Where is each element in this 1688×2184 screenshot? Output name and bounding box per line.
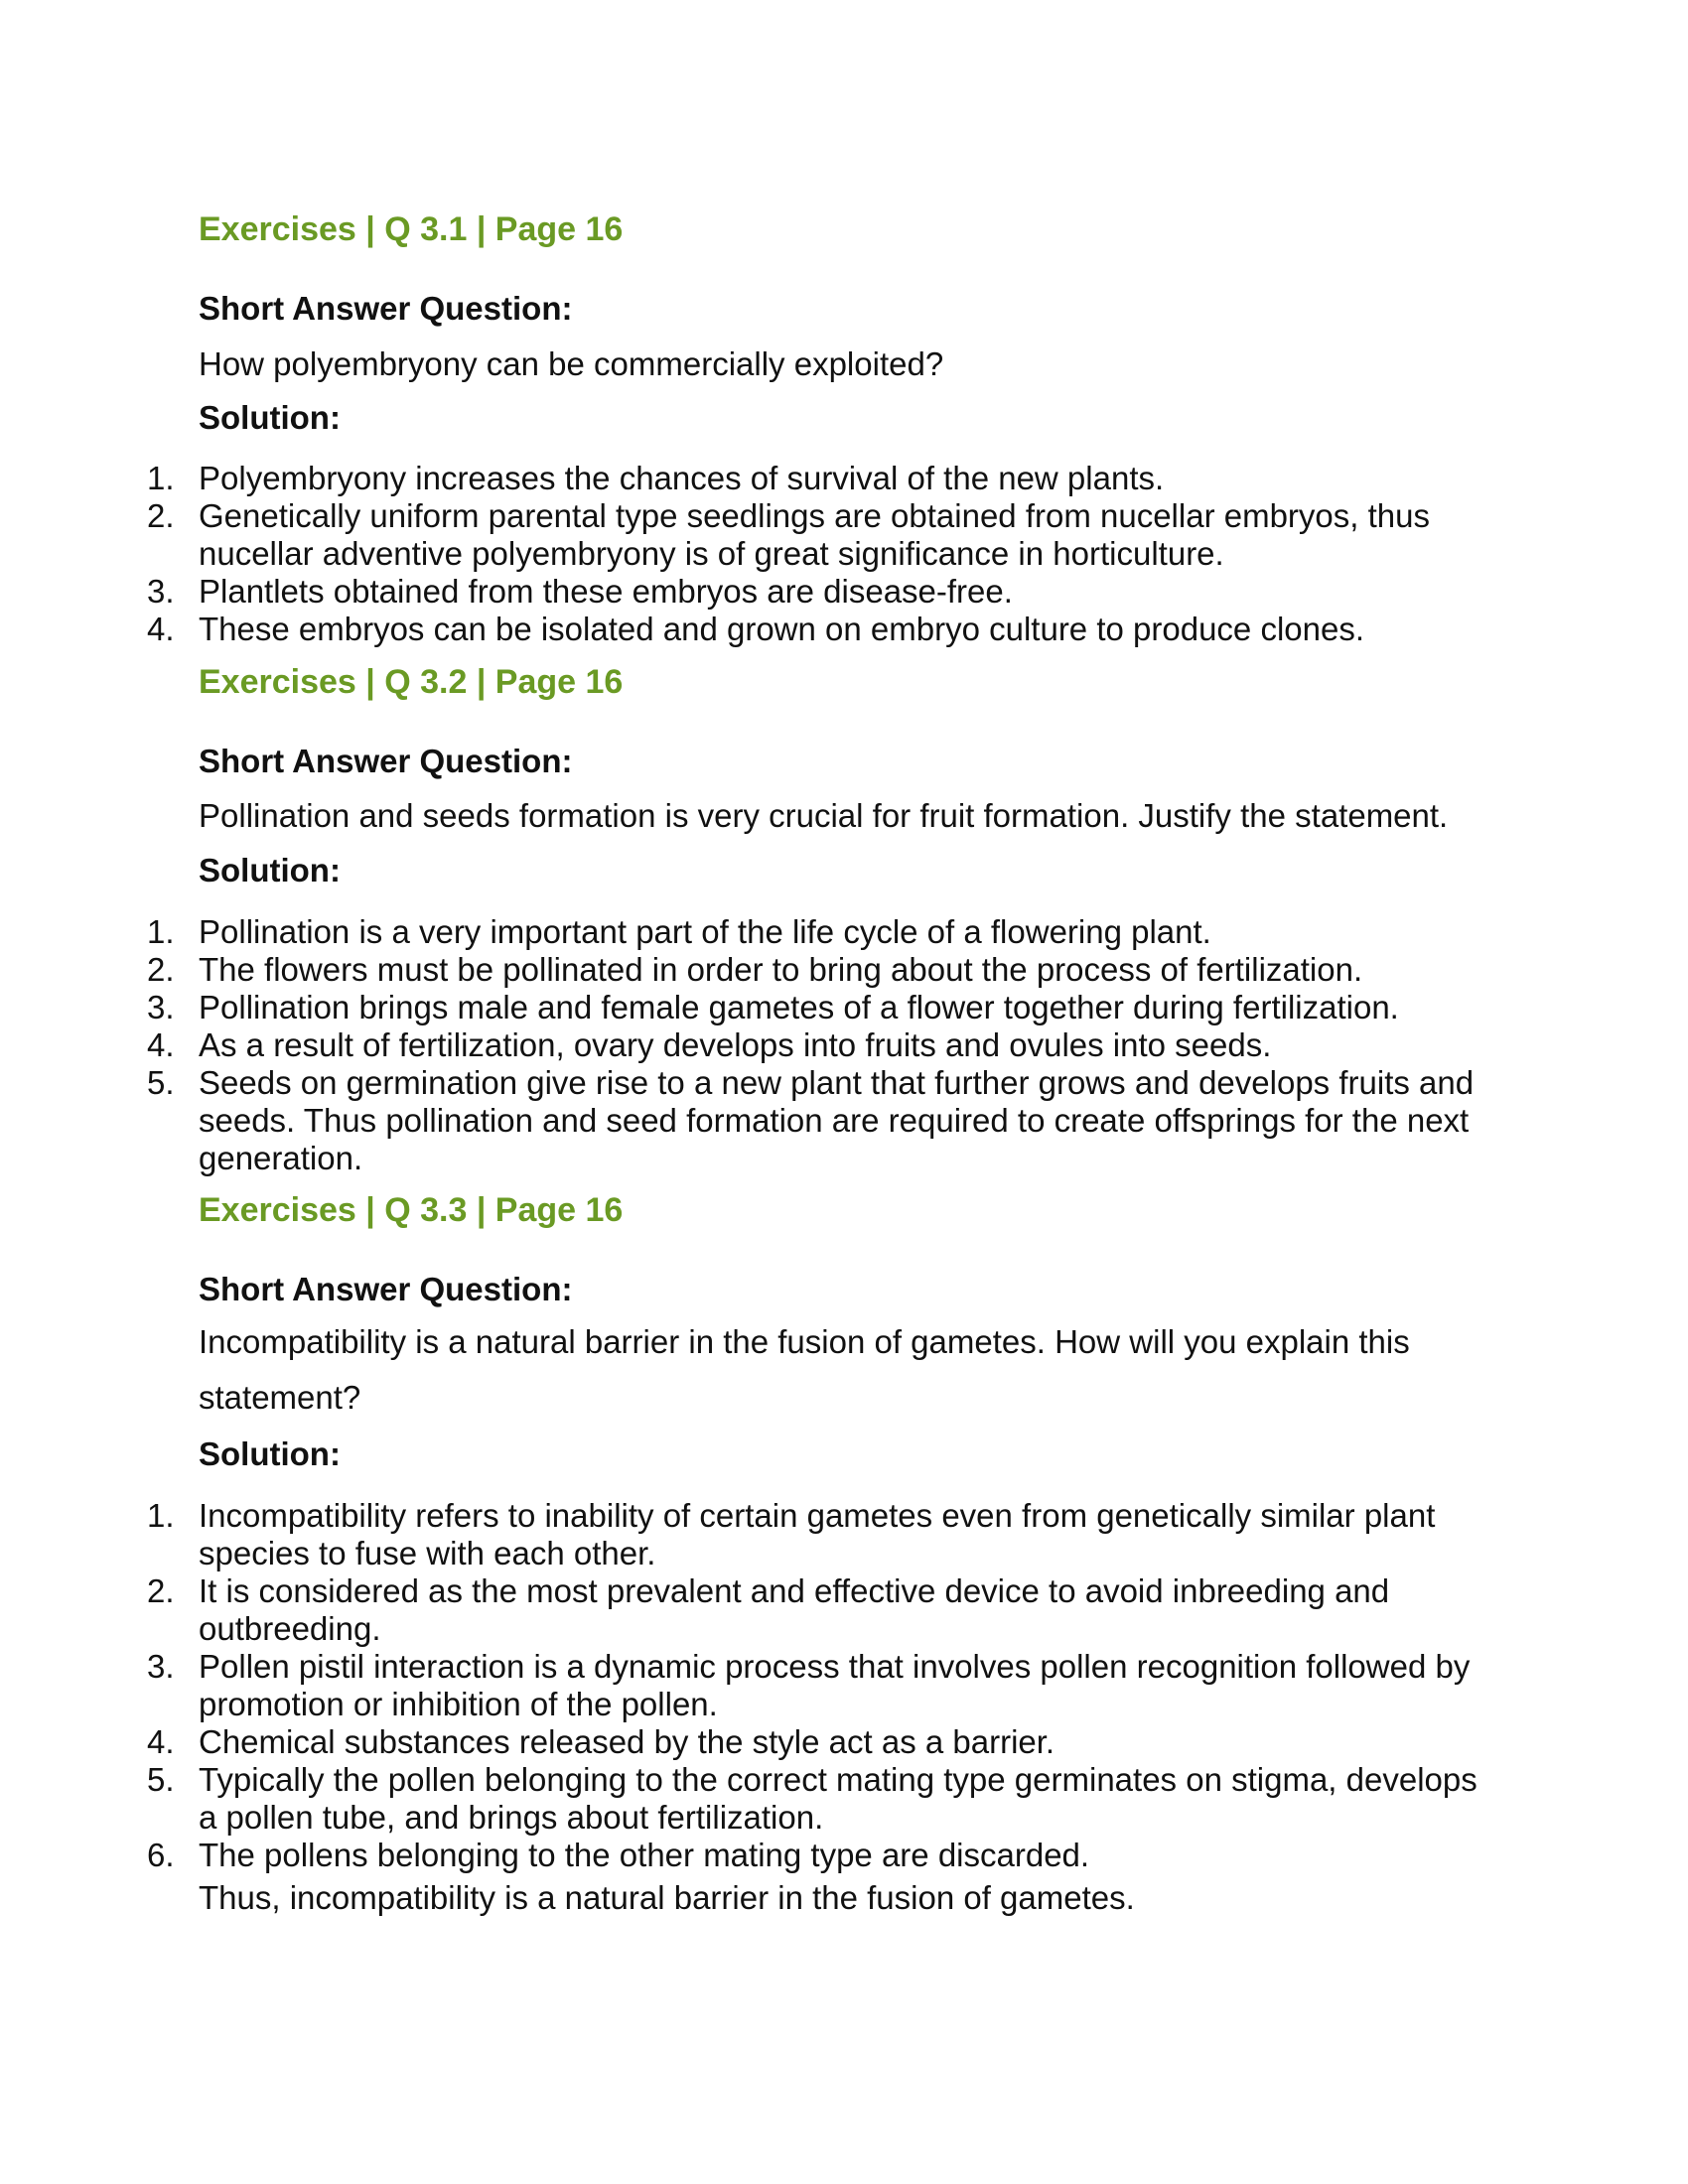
question-text: How polyembryony can be commercially exploited?	[199, 345, 944, 382]
section-heading-q3-1: Exercises | Q 3.1 | Page 16	[199, 210, 624, 248]
solution-item	[0, 497, 1489, 573]
solution-label: Solution:	[199, 1435, 341, 1472]
item-number: 2.	[147, 951, 175, 988]
solution-item	[0, 1837, 1489, 1874]
section-heading-q3-3: Exercises | Q 3.3 | Page 16	[199, 1191, 624, 1229]
question-label: Short Answer Question:	[199, 743, 573, 779]
item-number: 6.	[147, 1837, 175, 1873]
solution-item	[0, 1497, 1489, 1572]
item-text: Typically the pollen belonging to the correct mating type germinates on stigma, develops a pollen tube, and brings about fertilization.	[199, 1761, 1477, 1836]
item-number: 1.	[147, 460, 175, 496]
item-text: Incompatibility refers to inability of certain gametes even from genetically similar plant species to fuse with each other.	[199, 1497, 1436, 1571]
item-text: The pollens belonging to the other mating type are discarded.	[199, 1837, 1090, 1873]
section-heading-q3-2: Exercises | Q 3.2 | Page 16	[199, 663, 624, 701]
solution-item	[0, 611, 1489, 648]
item-number: 4.	[147, 611, 175, 647]
item-number: 3.	[147, 989, 175, 1025]
item-number: 5.	[147, 1064, 175, 1101]
item-text: Chemical substances released by the style act as a barrier.	[199, 1723, 1055, 1760]
solution-item	[0, 1648, 1489, 1723]
solution-label: Solution:	[199, 399, 341, 436]
item-text: Pollination is a very important part of the life cycle of a flowering plant.	[199, 913, 1211, 950]
question-label: Short Answer Question:	[199, 290, 573, 327]
item-number: 2.	[147, 497, 175, 534]
item-number: 1.	[147, 913, 175, 950]
solution-item	[0, 951, 1489, 989]
solution-list	[0, 460, 1489, 648]
question-text: Pollination and seeds formation is very crucial for fruit formation. Justify the statement.	[199, 797, 1449, 834]
item-number: 1.	[147, 1497, 175, 1534]
item-number: 5.	[147, 1761, 175, 1798]
conclusion-text: Thus, incompatibility is a natural barrier in the fusion of gametes.	[199, 1879, 1135, 1916]
item-text: Polyembryony increases the chances of survival of the new plants.	[199, 460, 1165, 496]
item-number: 3.	[147, 573, 175, 610]
item-number: 4.	[147, 1026, 175, 1063]
question-text: Incompatibility is a natural barrier in the fusion of gametes. How will you explain this statement?	[199, 1323, 1410, 1416]
solution-item	[0, 1723, 1489, 1761]
item-text: Seeds on germination give rise to a new plant that further grows and develops fruits and seeds. Thus pollination and seed formation are required to create offsprings for the next generation.	[199, 1064, 1475, 1176]
solution-list	[0, 913, 1489, 1177]
solution-item	[0, 1572, 1489, 1648]
question-label: Short Answer Question:	[199, 1271, 573, 1307]
item-number: 2.	[147, 1572, 175, 1609]
item-number: 4.	[147, 1723, 175, 1760]
item-text: Pollination brings male and female gametes of a flower together during fertilization.	[199, 989, 1399, 1025]
item-text: As a result of fertilization, ovary develops into fruits and ovules into seeds.	[199, 1026, 1272, 1063]
solution-item	[0, 1026, 1489, 1064]
item-text: Pollen pistil interaction is a dynamic process that involves pollen recognition followed by promotion or inhibition of the pollen.	[199, 1648, 1471, 1722]
solution-item	[0, 989, 1489, 1026]
item-text: The flowers must be pollinated in order to bring about the process of fertilization.	[199, 951, 1363, 988]
solution-list	[0, 1497, 1489, 1874]
solution-label: Solution:	[199, 852, 341, 888]
solution-item	[0, 573, 1489, 611]
item-text: Genetically uniform parental type seedlings are obtained from nucellar embryos, thus nucellar adventive polyembryony is of great significance in horticulture.	[199, 497, 1430, 572]
item-text: These embryos can be isolated and grown on embryo culture to produce clones.	[199, 611, 1364, 647]
solution-item	[0, 460, 1489, 497]
solution-item	[0, 1761, 1489, 1837]
item-number: 3.	[147, 1648, 175, 1685]
item-text: It is considered as the most prevalent and effective device to avoid inbreeding and outbreeding.	[199, 1572, 1390, 1647]
solution-item	[0, 913, 1489, 951]
item-text: Plantlets obtained from these embryos are disease-free.	[199, 573, 1013, 610]
solution-item	[0, 1064, 1489, 1177]
